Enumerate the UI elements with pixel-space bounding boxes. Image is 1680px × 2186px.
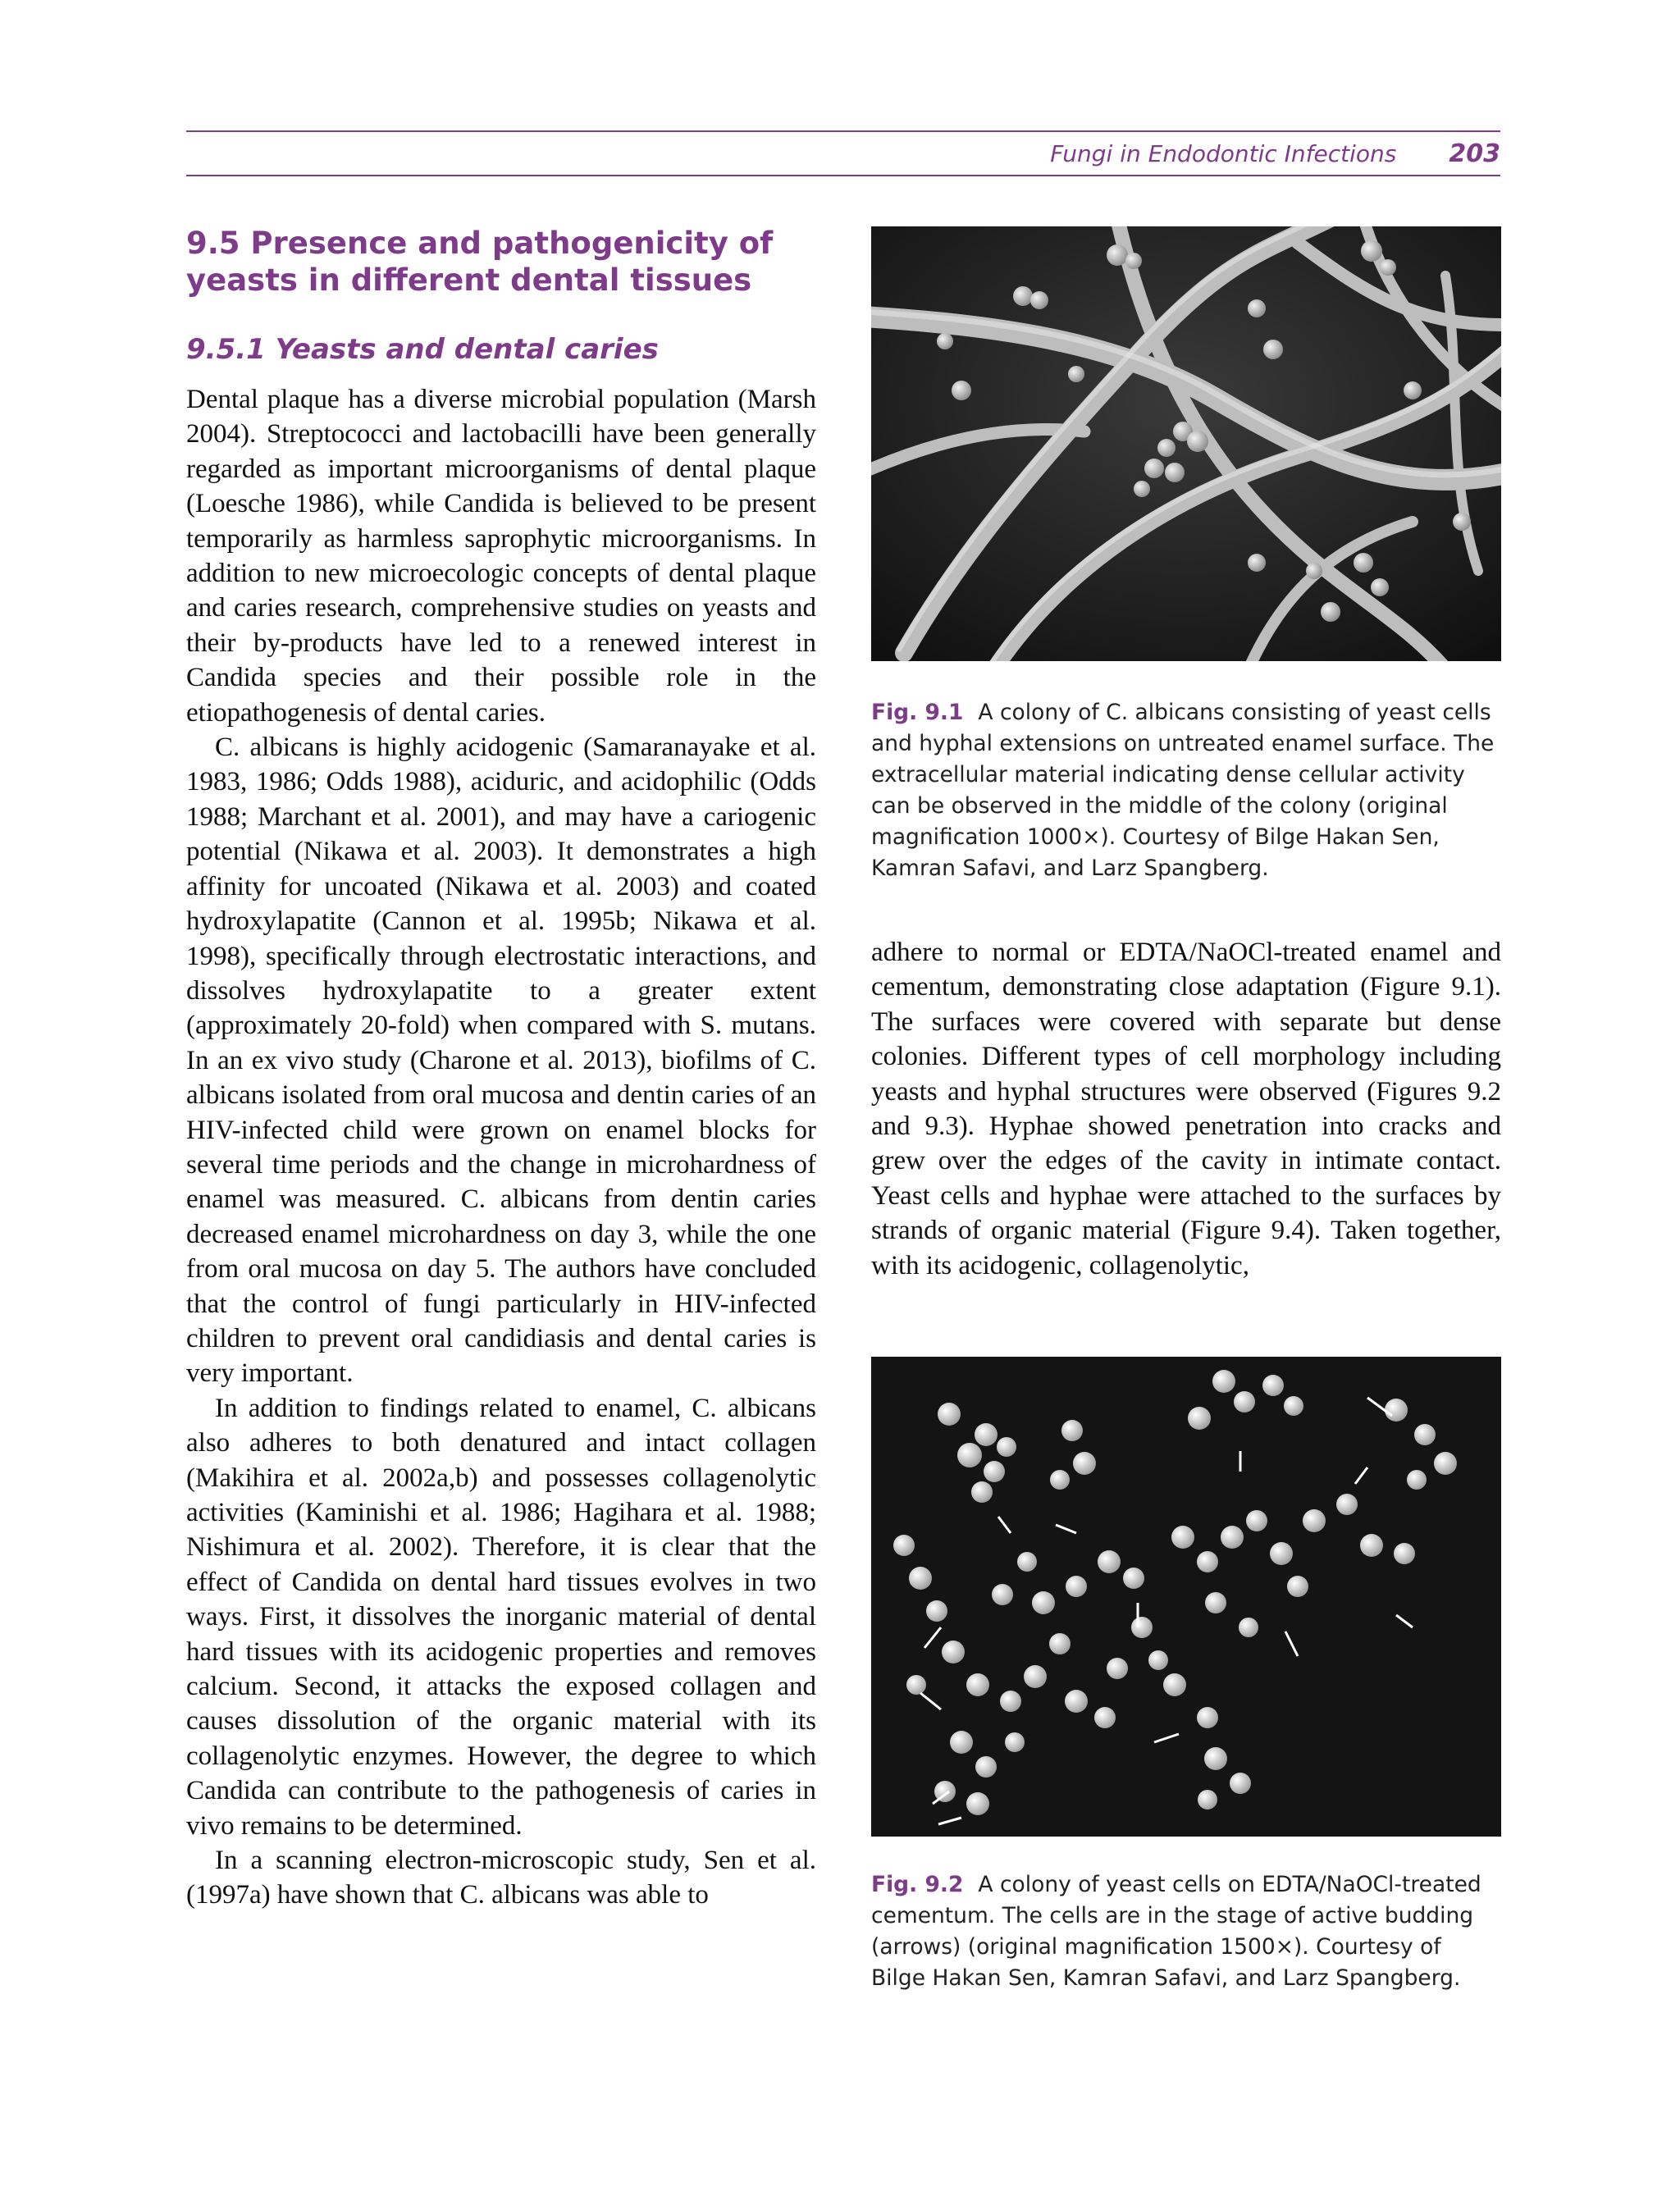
subsection-heading: 9.5.1 Yeasts and dental caries — [186, 333, 659, 366]
paragraph-1: Dental plaque has a diverse microbial population (Marsh 2004). Streptococci and lactobacilli have been generally regarded as important microorganisms of dental plaque (Loesche 1986), while Candida is believed to be present temporarily as harmless saprophytic microorganisms. In addition to new microecologic concepts of dental plaque and caries research, comprehensive studies on yeasts and their by-products have led to a renewed interest in Candida species and their possible role in the etiopathogenesis of dental caries. — [186, 385, 816, 728]
paragraph-4: In a scanning electron-microscopic study, Sen et al. (1997a) have shown that C. albicans was able to — [186, 1846, 816, 1910]
figure-9-2-caption-text: A colony of yeast cells on EDTA/NaOCl-treated cementum. The cells are in the stage of active budding (arrows) (original magnification 1500×). Courtesy of Bilge Hakan Sen, Kamran Safavi, and Larz Spangberg. — [871, 1872, 1481, 1992]
page-number: 203 — [1449, 139, 1500, 168]
header-rule-top — [186, 130, 1500, 132]
right-paragraph: adhere to normal or EDTA/NaOCl-treated enamel and cementum, demonstrating close adaptation (Figure 9.1). The surfaces were covered with separate but dense colonies. Different types of cell morphology including yeasts and hyphal structures were observed (Figures 9.2 and 9.3). Hyphae showed penetration into cracks and grew over the edges of the cavity in intimate contact. Yeast cells and hyphae were attached to the surfaces by strands of organic material (Figure 9.4). Taken together, with its acidogenic, collagenolytic, — [871, 938, 1501, 1280]
section-heading: 9.5 Presence and pathogenicity of yeasts in different dental tissues — [186, 226, 774, 298]
left-column — [186, 221, 816, 1913]
figure-9-1-micrograph — [871, 226, 1501, 661]
paragraph-3: In addition to findings related to enamel, C. albicans also adheres to both denatured and intact collagen (Makihira et al. 2002a,b) and possesses collagenolytic activities (Kaminishi et al. 1986; Hagihara et al. 1988; Nishimura et al. 2002). Therefore, it is clear that the effect of Candida on dental hard tissues evolves in two ways. First, it dissolves the inorganic material of dental hard tissues with its acidogenic properties and removes calcium. Second, it attacks the exposed collagen and causes dissolution of the organic material with its collagenolytic enzymes. However, the degree to which Candida can contribute to the pathogenesis of caries in vivo remains to be determined. — [186, 1393, 816, 1841]
header-rule-bottom — [186, 175, 1500, 176]
hyphae-micrograph — [871, 226, 1501, 661]
yeast-colony-micrograph — [871, 1357, 1501, 1837]
figure-9-2-micrograph — [871, 1357, 1501, 1837]
right-column — [871, 226, 1501, 1994]
running-head-title: Fungi in Endodontic Infections — [1050, 139, 1397, 167]
figure-9-1-label: Fig. 9.1 — [871, 700, 964, 725]
figure-9-2-label: Fig. 9.2 — [871, 1872, 964, 1898]
figure-9-1-caption-text: A colony of C. albicans consisting of yeast cells and hyphal extensions on untreated enamel surface. The extracellular material indicating dense cellular activity can be observed in the middle of the colony (original magnification 1000×). Courtesy of Bilge Hakan Sen, Kamran Safavi, and Larz Spangberg. — [871, 700, 1495, 881]
figure-9-2-caption — [871, 1869, 1501, 1994]
paragraph-2: C. albicans is highly acidogenic (Samaranayake et al. 1983, 1986; Odds 1988), aciduric, and acidophilic (Odds 1988; Marchant et al. 2001), and may have a cariogenic potential (Nikawa et al. 2003). It demonstrates a high affinity for uncoated (Nikawa et al. 2003) and coated hydroxylapatite (Cannon et al. 1995b; Nikawa et al. 1998), specifically through electrostatic interactions, and dissolves hydroxylapatite to a greater extent (approximately 20-fold) when compared with S. mutans. In an ex vivo study (Charone et al. 2013), biofilms of C. albicans isolated from oral mucosa and dentin caries of an HIV-infected child were grown on enamel blocks for several time periods and the change in microhardness of enamel was measured. C. albicans from dentin caries decreased enamel microhardness on day 3, while the one from oral mucosa on day 5. The authors have concluded that the control of fungi particularly in HIV-infected children to prevent oral candidiasis and dental caries is very important. — [186, 732, 816, 1389]
figure-9-1-caption — [871, 697, 1501, 884]
running-head — [1050, 135, 1500, 171]
